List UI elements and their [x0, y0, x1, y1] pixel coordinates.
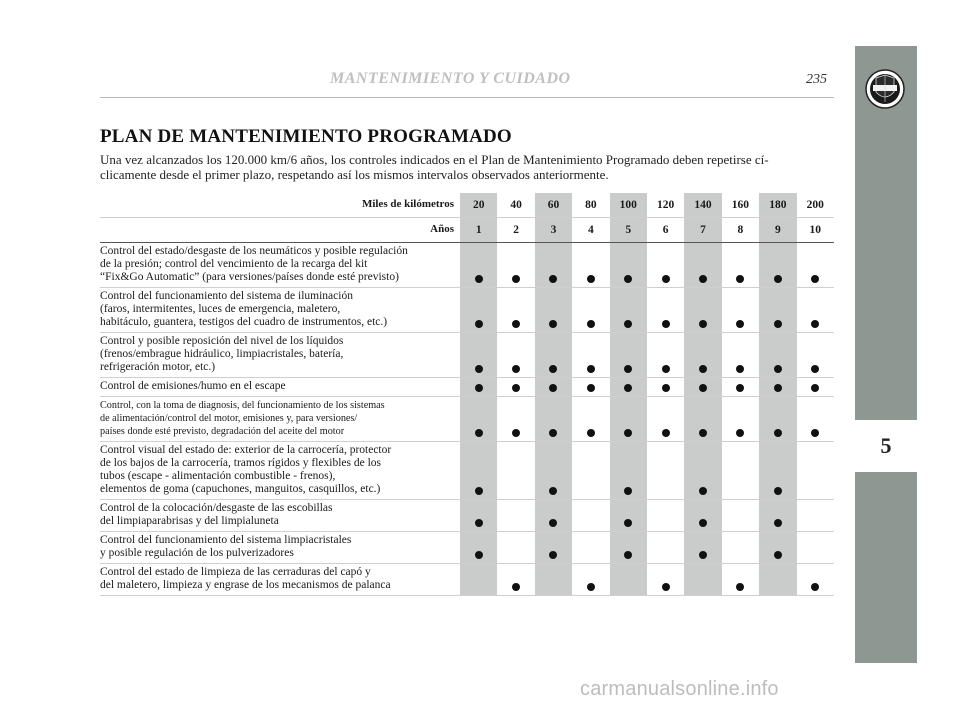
row-description-line: Control del estado/desgaste de los neumáticos y posible regulación: [100, 245, 408, 257]
lancia-logo-icon: [865, 66, 905, 112]
interval-cell: [460, 442, 497, 499]
check-dot-icon: [699, 487, 707, 495]
row-description-line: del limpiaparabrisas y del limpialuneta: [100, 515, 279, 527]
km-header-cell: 60: [535, 193, 572, 217]
interval-cell: [759, 442, 796, 499]
interval-cell: [684, 288, 721, 332]
table-row: [100, 500, 834, 532]
interval-cell: [497, 442, 534, 499]
interval-cell: [684, 378, 721, 396]
year-header-cell: 7: [684, 218, 721, 242]
interval-cell: [497, 500, 534, 531]
interval-cell: [460, 397, 497, 441]
interval-cell: [572, 500, 609, 531]
check-dot-icon: [736, 429, 744, 437]
interval-cell: [722, 288, 759, 332]
check-dot-icon: [774, 487, 782, 495]
interval-cell: [647, 532, 684, 563]
interval-cell: [572, 442, 609, 499]
km-header-cell: 200: [806, 199, 824, 211]
check-dot-icon: [699, 551, 707, 559]
check-dot-icon: [774, 275, 782, 283]
check-dot-icon: [736, 384, 744, 392]
chapter-tab[interactable]: 5: [855, 420, 917, 472]
check-dot-icon: [624, 429, 632, 437]
intro-paragraph: [100, 152, 836, 182]
interval-cell: [684, 442, 721, 499]
interval-cell: [460, 378, 497, 396]
year-header-cell: 10: [809, 224, 821, 236]
table-row: [100, 378, 834, 397]
interval-cell: [647, 500, 684, 531]
year-header-cell: 3: [535, 218, 572, 242]
row-description-line: de la presión; control del vencimiento de la recarga del kit: [100, 258, 368, 270]
check-dot-icon: [811, 583, 819, 591]
interval-cell: [722, 378, 759, 396]
interval-cell: [797, 397, 834, 441]
interval-cell: [797, 564, 834, 595]
interval-cell: [722, 333, 759, 377]
interval-cell: [610, 500, 647, 531]
row-description: [100, 532, 460, 563]
row-cells: [460, 378, 834, 396]
row-description: [100, 564, 460, 595]
interval-cell: [647, 288, 684, 332]
check-dot-icon: [512, 365, 520, 373]
interval-cell: [797, 288, 834, 332]
row-cells: [460, 243, 834, 287]
check-dot-icon: [662, 384, 670, 392]
interval-cell: [572, 243, 609, 287]
check-dot-icon: [774, 365, 782, 373]
interval-cell: [684, 333, 721, 377]
table-row: [100, 243, 834, 288]
check-dot-icon: [475, 365, 483, 373]
check-dot-icon: [624, 487, 632, 495]
check-dot-icon: [774, 551, 782, 559]
table-row: [100, 397, 834, 442]
row-description-line: Control del estado de limpieza de las cerraduras del capó y: [100, 566, 371, 578]
interval-cell: [535, 397, 572, 441]
row-description-line: Control visual del estado de: exterior de la carrocería, protector: [100, 444, 392, 456]
interval-cell: [759, 333, 796, 377]
check-dot-icon: [624, 365, 632, 373]
check-dot-icon: [811, 365, 819, 373]
interval-cell: [572, 532, 609, 563]
check-dot-icon: [475, 320, 483, 328]
interval-cell: [647, 564, 684, 595]
interval-cell: [497, 333, 534, 377]
interval-cell: [647, 333, 684, 377]
interval-cell: [759, 378, 796, 396]
check-dot-icon: [699, 384, 707, 392]
row-description: [100, 397, 460, 441]
check-dot-icon: [736, 365, 744, 373]
watermark: carmanualsonline.info: [580, 678, 779, 700]
check-dot-icon: [549, 384, 557, 392]
check-dot-icon: [662, 583, 670, 591]
km-header-cell: 100: [610, 193, 647, 217]
check-dot-icon: [736, 275, 744, 283]
row-cells: [460, 532, 834, 563]
interval-cell: [797, 500, 834, 531]
intro-line: Una vez alcanzados los 120.000 km/6 años, los controles indicados en el Plan de Mantenimiento Programado deben repetirse cí-: [100, 152, 769, 167]
year-header-cell: 5: [610, 218, 647, 242]
km-header-cell: 120: [657, 199, 675, 211]
interval-cell: [647, 397, 684, 441]
check-dot-icon: [662, 275, 670, 283]
row-description-line: de los bajos de la carrocería, tramos rígidos y flexibles de los: [100, 457, 382, 469]
row-description-line: Control del funcionamiento del sistema limpiacristales: [100, 534, 352, 546]
row-description: [100, 442, 460, 499]
year-header-cell: 1: [460, 218, 497, 242]
km-header-row: [100, 193, 834, 218]
row-description-line: “Fix&Go Automatic” (para versiones/países donde esté previsto): [100, 271, 399, 283]
year-header-cell: 9: [759, 218, 796, 242]
row-description-line: Control y posible reposición del nivel de los líquidos: [100, 335, 344, 347]
km-header-cell: 160: [731, 199, 750, 211]
interval-cell: [722, 500, 759, 531]
interval-cell: [797, 333, 834, 377]
interval-cell: [535, 333, 572, 377]
interval-cell: [759, 397, 796, 441]
row-description-line: elementos de goma (capuchones, manguitos, casquillos, etc.): [100, 483, 381, 495]
check-dot-icon: [774, 429, 782, 437]
row-description-line: tubos (escape - alimentación combustible - frenos),: [100, 470, 336, 482]
interval-cell: [572, 397, 609, 441]
check-dot-icon: [624, 519, 632, 527]
check-dot-icon: [475, 487, 483, 495]
interval-cell: [460, 243, 497, 287]
check-dot-icon: [512, 320, 520, 328]
interval-cell: [535, 532, 572, 563]
interval-cell: [647, 442, 684, 499]
row-description-line: habitáculo, guantera, testigos del cuadro de instrumentos, etc.): [100, 316, 388, 328]
row-description-line: Control de la colocación/desgaste de las escobillas: [100, 502, 333, 514]
interval-cell: [647, 243, 684, 287]
check-dot-icon: [475, 275, 483, 283]
row-description-line: Control, con la toma de diagnosis, del funcionamiento de los sistemas: [100, 400, 385, 411]
interval-cell: [535, 378, 572, 396]
row-cells: [460, 288, 834, 332]
interval-cell: [535, 243, 572, 287]
km-header-cell: 80: [585, 199, 597, 211]
check-dot-icon: [811, 429, 819, 437]
km-header-cells: [460, 193, 834, 217]
check-dot-icon: [736, 320, 744, 328]
check-dot-icon: [699, 429, 707, 437]
check-dot-icon: [662, 365, 670, 373]
interval-cell: [722, 532, 759, 563]
km-header-cell: 40: [510, 199, 522, 211]
interval-cell: [797, 243, 834, 287]
check-dot-icon: [774, 320, 782, 328]
km-header-cell: 180: [759, 193, 796, 217]
interval-cell: [497, 564, 534, 595]
check-dot-icon: [587, 275, 595, 283]
interval-cell: [610, 333, 647, 377]
interval-cell: [797, 442, 834, 499]
row-description: [100, 243, 460, 287]
check-dot-icon: [475, 551, 483, 559]
row-description-line: de alimentación/control del motor, emisiones y, para versiones/: [100, 413, 358, 424]
interval-cell: [535, 442, 572, 499]
check-dot-icon: [699, 275, 707, 283]
year-header-cell: 2: [513, 224, 519, 236]
check-dot-icon: [811, 275, 819, 283]
interval-cell: [759, 288, 796, 332]
row-description-line: países donde esté previsto, degradación del aceite del motor: [100, 426, 345, 437]
check-dot-icon: [549, 275, 557, 283]
years-header-label: Años: [430, 223, 454, 235]
row-description-line: (faros, intermitentes, luces de emergencia, maletero,: [100, 303, 341, 315]
row-description-line: Control de emisiones/humo en el escape: [100, 380, 286, 392]
check-dot-icon: [587, 365, 595, 373]
row-description-line: (frenos/embrague hidráulico, limpiacristales, batería,: [100, 348, 344, 360]
interval-cell: [460, 532, 497, 563]
interval-cell: [460, 500, 497, 531]
interval-cell: [684, 397, 721, 441]
row-description-line: Control del funcionamiento del sistema de iluminación: [100, 290, 353, 302]
interval-cell: [497, 397, 534, 441]
check-dot-icon: [774, 384, 782, 392]
chapter-sidebar: [855, 46, 917, 663]
page-number: 235: [806, 72, 827, 87]
check-dot-icon: [736, 583, 744, 591]
interval-cell: [572, 288, 609, 332]
check-dot-icon: [549, 429, 557, 437]
interval-cell: [684, 500, 721, 531]
check-dot-icon: [587, 320, 595, 328]
table-row: [100, 288, 834, 333]
interval-cell: [460, 333, 497, 377]
check-dot-icon: [475, 519, 483, 527]
interval-cell: [535, 564, 572, 595]
interval-cell: [797, 532, 834, 563]
check-dot-icon: [549, 487, 557, 495]
interval-cell: [759, 243, 796, 287]
interval-cell: [759, 564, 796, 595]
check-dot-icon: [475, 429, 483, 437]
check-dot-icon: [624, 320, 632, 328]
interval-cell: [684, 243, 721, 287]
check-dot-icon: [549, 365, 557, 373]
interval-cell: [759, 532, 796, 563]
header-divider: [100, 97, 834, 98]
interval-cell: [684, 532, 721, 563]
km-header-label: Miles de kilómetros: [361, 198, 454, 210]
maintenance-table: [100, 193, 834, 596]
interval-cell: [497, 243, 534, 287]
check-dot-icon: [662, 429, 670, 437]
check-dot-icon: [699, 320, 707, 328]
check-dot-icon: [699, 365, 707, 373]
row-description-line: refrigeración motor, etc.): [100, 361, 216, 373]
years-header-row: [100, 218, 834, 243]
check-dot-icon: [811, 320, 819, 328]
row-description: [100, 500, 460, 531]
row-cells: [460, 500, 834, 531]
check-dot-icon: [624, 275, 632, 283]
table-row: [100, 564, 834, 596]
page-title: PLAN DE MANTENIMIENTO PROGRAMADO: [100, 126, 512, 147]
interval-cell: [497, 288, 534, 332]
check-dot-icon: [549, 320, 557, 328]
row-cells: [460, 333, 834, 377]
interval-cell: [722, 564, 759, 595]
interval-cell: [610, 532, 647, 563]
years-header-cells: [460, 218, 834, 242]
interval-cell: [797, 378, 834, 396]
row-description: [100, 333, 460, 377]
table-row: [100, 532, 834, 564]
check-dot-icon: [512, 384, 520, 392]
row-description: [100, 378, 460, 396]
interval-cell: [610, 378, 647, 396]
interval-cell: [610, 243, 647, 287]
section-title: MANTENIMIENTO Y CUIDADO: [330, 70, 571, 87]
interval-cell: [497, 378, 534, 396]
year-header-cell: 4: [587, 224, 594, 236]
row-description: [100, 288, 460, 332]
interval-cell: [535, 500, 572, 531]
check-dot-icon: [774, 519, 782, 527]
intro-line: clicamente desde el primer plazo, respetando así los mismos intervalos observados anteriormente.: [100, 167, 609, 182]
interval-cell: [684, 564, 721, 595]
interval-cell: [572, 378, 609, 396]
interval-cell: [460, 288, 497, 332]
check-dot-icon: [662, 320, 670, 328]
interval-cell: [460, 564, 497, 595]
check-dot-icon: [699, 519, 707, 527]
check-dot-icon: [512, 583, 520, 591]
table-row: [100, 442, 834, 500]
row-cells: [460, 564, 834, 595]
check-dot-icon: [587, 429, 595, 437]
year-header-cell: 8: [737, 224, 744, 236]
check-dot-icon: [512, 429, 520, 437]
interval-cell: [647, 378, 684, 396]
interval-cell: [535, 288, 572, 332]
row-cells: [460, 397, 834, 441]
interval-cell: [497, 532, 534, 563]
check-dot-icon: [549, 551, 557, 559]
interval-cell: [722, 442, 759, 499]
interval-cell: [610, 288, 647, 332]
row-description-line: del maletero, limpieza y engrase de los mecanismos de palanca: [100, 579, 391, 591]
interval-cell: [572, 564, 609, 595]
interval-cell: [722, 397, 759, 441]
check-dot-icon: [587, 583, 595, 591]
interval-cell: [610, 564, 647, 595]
interval-cell: [759, 500, 796, 531]
km-header-cell: 140: [684, 193, 721, 217]
check-dot-icon: [512, 275, 520, 283]
check-dot-icon: [549, 519, 557, 527]
check-dot-icon: [587, 384, 595, 392]
interval-cell: [610, 442, 647, 499]
check-dot-icon: [811, 384, 819, 392]
table-row: [100, 333, 834, 378]
row-description-line: y posible regulación de los pulverizadores: [100, 547, 294, 559]
interval-cell: [572, 333, 609, 377]
interval-cell: [610, 397, 647, 441]
check-dot-icon: [624, 384, 632, 392]
check-dot-icon: [624, 551, 632, 559]
table-body: [100, 243, 834, 596]
km-header-cell: 20: [460, 193, 497, 217]
year-header-cell: 6: [662, 224, 669, 236]
interval-cell: [722, 243, 759, 287]
check-dot-icon: [475, 384, 483, 392]
row-cells: [460, 442, 834, 499]
